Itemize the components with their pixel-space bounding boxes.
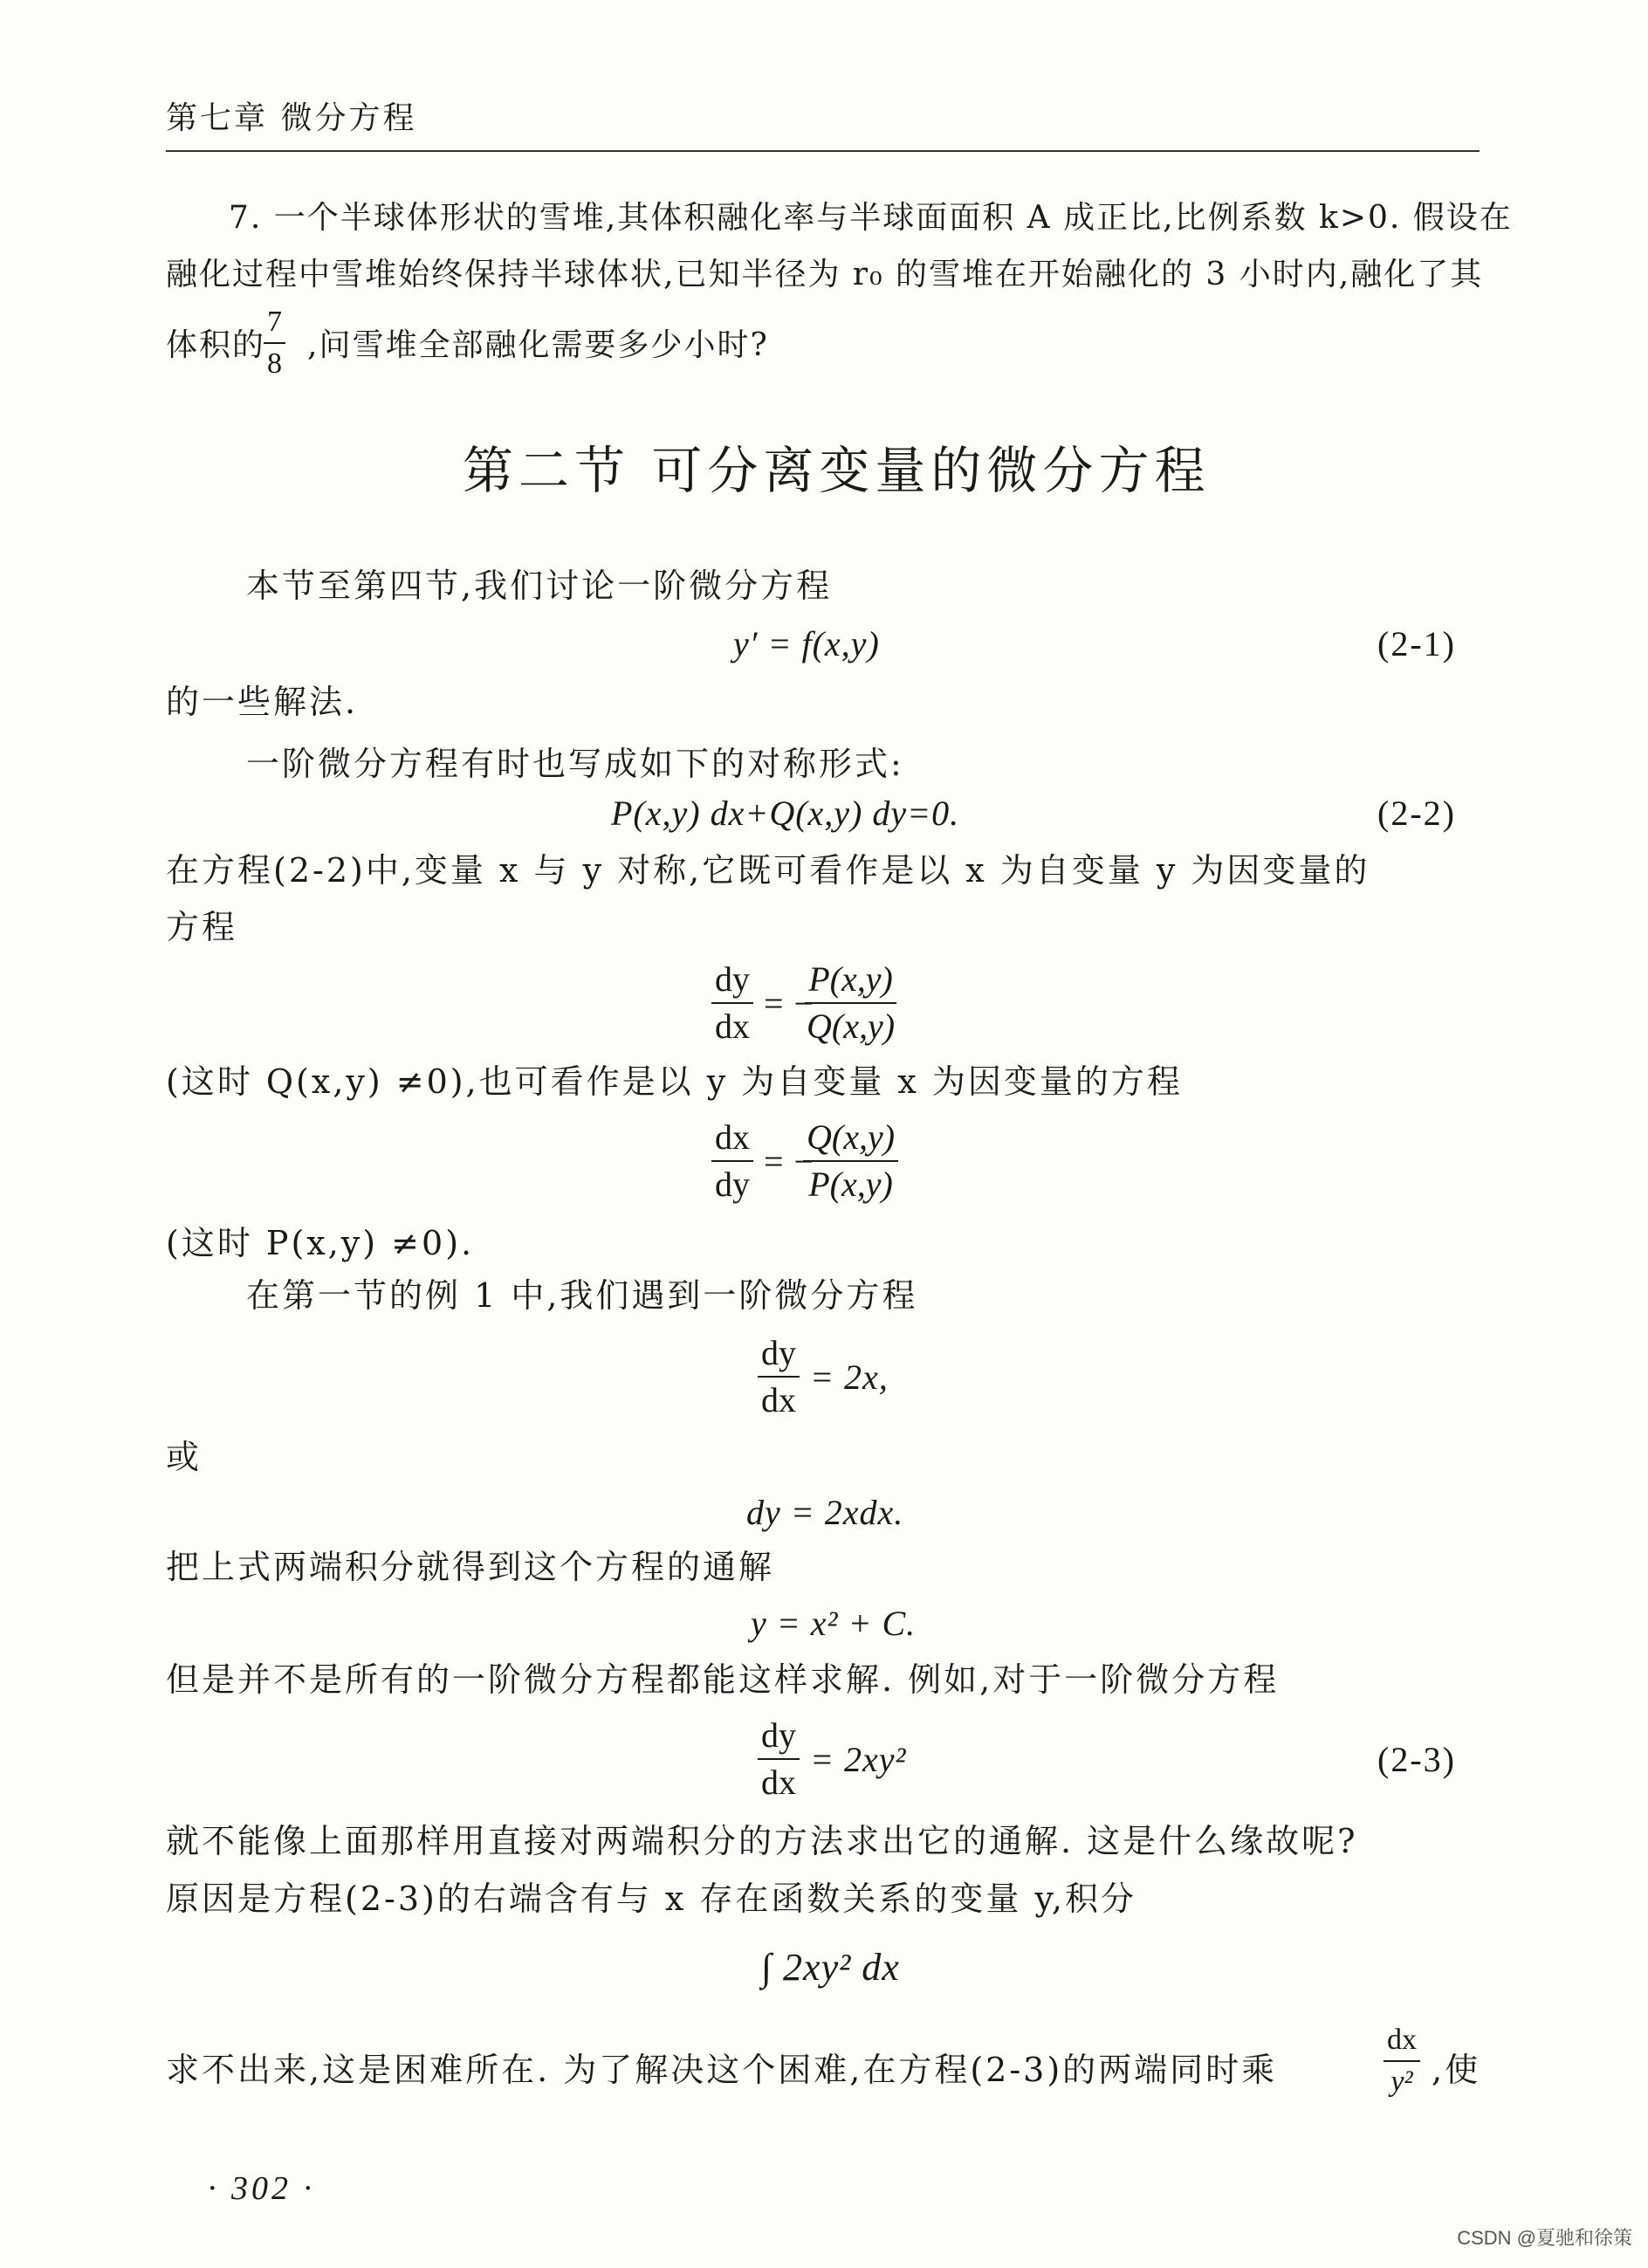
equation-2-2: P(x,y) dx+Q(x,y) dy=0.	[611, 794, 960, 833]
equation-rhs-2xy2: = 2xy²	[810, 1740, 907, 1779]
fraction-dx-dy	[711, 1117, 753, 1204]
equation-2-1: y′ = f(x,y)	[733, 624, 880, 663]
equation-number-2-1: (2-1)	[1377, 624, 1456, 663]
fraction-dy-dx	[758, 1333, 800, 1419]
paragraph-difficulty: 求不出来,这是困难所在. 为了解决这个困难,在方程(2-3)的两端同时乘	[166, 2051, 1278, 2089]
fraction-denominator: P(x,y)	[808, 1165, 893, 1204]
paragraph-solutions: 的一些解法.	[166, 683, 359, 721]
fraction-numerator: dy	[711, 962, 753, 1004]
paragraph-why: 就不能像上面那样用直接对两端积分的方法求出它的通解. 这是什么缘故呢?	[166, 1822, 1358, 1860]
fraction-numerator: Q(x,y)	[803, 1120, 898, 1162]
equation-dy-2xdx: dy = 2xdx.	[746, 1493, 904, 1532]
paragraph-integrate: 把上式两端积分就得到这个方程的通解	[166, 1548, 775, 1586]
paragraph-difficulty-end: ,使	[1432, 2051, 1481, 2089]
paragraph-symmetric-form: 一阶微分方程有时也写成如下的对称形式:	[246, 745, 904, 783]
equation-general-solution: y = x² + C.	[751, 1604, 917, 1643]
fraction-q-over-p	[803, 1117, 898, 1204]
fraction-numerator: 7	[264, 307, 285, 344]
equals-minus: = −	[764, 1142, 815, 1181]
equation-number-2-2: (2-2)	[1377, 794, 1456, 833]
paragraph-or: 或	[166, 1438, 203, 1476]
equation-number-2-3: (2-3)	[1377, 1740, 1456, 1779]
paragraph-example-1: 在第一节的例 1 中,我们遇到一阶微分方程	[246, 1276, 918, 1315]
paragraph-symmetry: 在方程(2-2)中,变量 x 与 y 对称,它既可看作是以 x 为自变量 y 为因变量的	[166, 851, 1370, 890]
fraction-denominator: dx	[761, 1380, 796, 1419]
exercise-7-line-3-pre: 体积的	[166, 327, 266, 363]
fraction-numerator: dx	[711, 1120, 753, 1162]
exercise-7-line-3-post: ,问雪堆全部融化需要多少小时?	[307, 327, 769, 363]
paragraph-not-all: 但是并不是所有的一阶微分方程都能这样求解. 例如,对于一阶微分方程	[166, 1660, 1280, 1699]
exercise-7-line-2: 融化过程中雪堆始终保持半球体状,已知半径为 r₀ 的雪堆在开始融化的 3 小时内,融化了其	[166, 257, 1484, 292]
fraction-numerator: dx	[1384, 2025, 1420, 2062]
equals-minus: = −	[764, 984, 815, 1023]
paragraph-equation-word: 方程	[166, 908, 238, 946]
fraction-denominator: y²	[1390, 2065, 1413, 2098]
fraction-denominator: dy	[715, 1165, 750, 1204]
watermark: CSDN @夏驰和徐策	[1457, 2227, 1632, 2249]
running-head: 第七章 微分方程	[166, 100, 417, 136]
page-number: · 302 ·	[208, 2170, 315, 2207]
fraction-dy-dx	[711, 959, 753, 1046]
fraction-numerator: P(x,y)	[805, 962, 896, 1004]
fraction-denominator: dx	[715, 1007, 750, 1046]
fraction-dy-dx	[758, 1715, 800, 1802]
fraction-denominator: dx	[761, 1763, 796, 1802]
header-rule	[166, 150, 1480, 152]
section-title: 第二节 可分离变量的微分方程	[463, 441, 1211, 500]
fraction-denominator: 8	[267, 347, 282, 380]
fraction-numerator: dy	[758, 1336, 800, 1378]
equation-rhs-2x: = 2x,	[810, 1357, 889, 1397]
fraction-denominator: Q(x,y)	[807, 1007, 896, 1046]
paragraph-q-nonzero: (这时 Q(x,y) ≠0),也可看作是以 y 为自变量 x 为因变量的方程	[166, 1062, 1183, 1101]
integral-expression: ∫ 2xy² dx	[761, 1946, 900, 1989]
fraction-seven-eighths	[264, 307, 285, 379]
fraction-p-over-q	[803, 959, 898, 1046]
paragraph-intro: 本节至第四节,我们讨论一阶微分方程	[246, 567, 833, 605]
exercise-7-line-1: 7. 一个半球体形状的雪堆,其体积融化率与半球面面积 A 成正比,比例系数 k>0. 假设在	[229, 200, 1513, 236]
fraction-dx-over-y2	[1384, 2025, 1420, 2097]
paragraph-reason: 原因是方程(2-3)的右端含有与 x 存在函数关系的变量 y,积分	[166, 1880, 1137, 1918]
fraction-numerator: dy	[758, 1718, 800, 1760]
paragraph-p-nonzero: (这时 P(x,y) ≠0).	[166, 1224, 475, 1262]
